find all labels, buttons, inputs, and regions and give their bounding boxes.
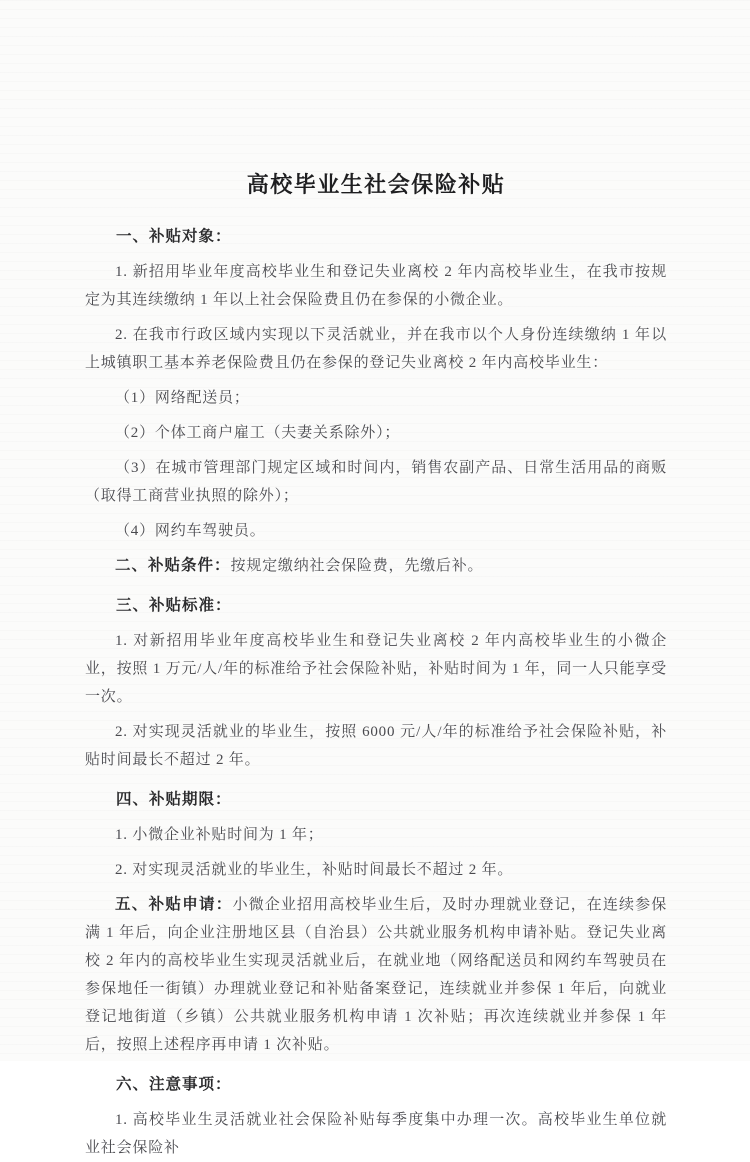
section-5-heading: 五、补贴申请： (115, 896, 233, 913)
section-1-paragraph-2: 2. 在我市行政区域内实现以下灵活就业，并在我市以个人身份连续缴纳 1 年以上城镇职工基本养老保险费且仍在参保的登记失业离校 2 年内高校毕业生： (85, 327, 667, 371)
section-4-paragraph-2: 2. 对实现灵活就业的毕业生，补贴时间最长不超过 2 年。 (115, 862, 514, 878)
section-2 (85, 552, 667, 580)
section-5-text: 小微企业招用高校毕业生后，及时办理就业登记，在连续参保满 1 年后，向企业注册地区县（自治县）公共就业服务机构申请补贴。登记失业离校 2 年内的高校毕业生实现灵活就业后，在就业地（网络配送员和网约车驾驶员在参保地任一街镇）办理就业登记和补贴备案登记，连续就业并参保 1 年后，向就业登记地街道（乡镇）公共就业服务机构申请 1 次补贴；再次连续就业并参保 1 年后，按照上述程序再申请 1 次补贴。 (85, 897, 667, 1053)
section-3-heading: 三、补贴标准： (116, 597, 232, 614)
section-1-list-item-4: （4）网约车驾驶员。 (115, 523, 266, 539)
section-3-paragraph-2: 2. 对实现灵活就业的毕业生，按照 6000 元/人/年的标准给予社会保险补贴，补贴时间最长不超过 2 年。 (85, 724, 667, 768)
section-4-paragraph-1: 1. 小微企业补贴时间为 1 年； (115, 827, 324, 843)
section-2-text: 按规定缴纳社会保险费，先缴后补。 (230, 558, 484, 574)
section-1-paragraph-1: 1. 新招用毕业年度高校毕业生和登记失业离校 2 年内高校毕业生，在我市按规定为其连续缴纳 1 年以上社会保险费且仍在参保的小微企业。 (85, 264, 667, 308)
document-title: 高校毕业生社会保险补贴 (246, 172, 506, 197)
section-2-heading: 二、补贴条件： (115, 557, 231, 574)
section-1-list-item-2: （2）个体工商户雇工（夫妻关系除外）； (115, 425, 401, 441)
section-6-heading: 六、注意事项： (116, 1076, 232, 1093)
section-1-list-item-1: （1）网络配送员； (115, 390, 250, 406)
section-4-heading: 四、补贴期限： (116, 791, 232, 808)
section-5 (85, 891, 667, 1059)
section-1-heading: 一、补贴对象： (116, 228, 232, 245)
section-6-paragraph-1: 1. 高校毕业生灵活就业社会保险补贴每季度集中办理一次。高校毕业生单位就业社会保险补 (85, 1112, 667, 1156)
section-1-list-item-3: （3）在城市管理部门规定区域和时间内，销售农副产品、日常生活用品的商贩（取得工商营业执照的除外）； (85, 460, 667, 504)
section-3-paragraph-1: 1. 对新招用毕业年度高校毕业生和登记失业离校 2 年内高校毕业生的小微企业，按照 1 万元/人/年的标准给予社会保险补贴，补贴时间为 1 年，同一人只能享受一次。 (85, 633, 667, 705)
